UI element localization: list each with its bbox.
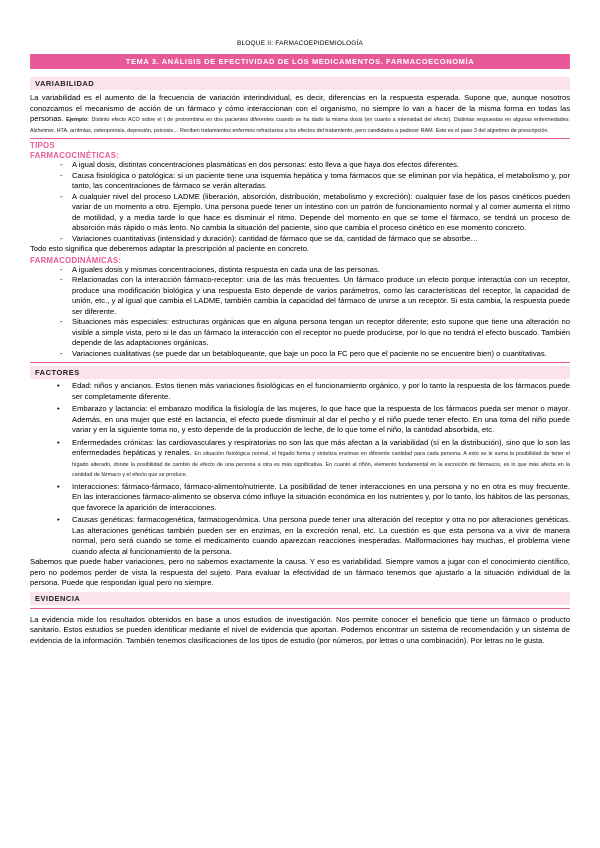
section-divider xyxy=(30,608,570,609)
list-item: - Relacionadas con la interacción fármaco-receptor: una de las más frecuentes. Un fármaco produce un efecto porque interactúa con un receptor, produce una modificación biológica y una respuesta Esto depende de varios parámetros, como las características del receptor, la capacidad de unión, etc., y al igual que cambia el LADME, también cambia la capacidad del fármaco de unirse a un receptor. Si esta cambia, la respuesta puede ser diferente. xyxy=(30,275,570,317)
farmacocineticas-closing: Todo esto significa que deberemos adaptar la prescripción al paciente en concreto. xyxy=(30,244,310,253)
variabilidad-main: La variabilidad es el aumento de la frecuencia de variación interindividual, es decir, diferencias en la respuesta esperada. Supone que, aunque nosotros conozcamos el mecanismo de acción de un fármaco y cómo interaccionan con el organismo, no siempre lo van a hacer de la misma forma en todas las personas. xyxy=(30,93,570,123)
section-heading-variabilidad: VARIABILIDAD xyxy=(30,77,570,90)
bloque-header: BLOQUE II: FARMACOEPIDEMIOLOGÍA xyxy=(236,40,364,47)
factor-item xyxy=(30,438,570,480)
evidencia-text: La evidencia mide los resultados obtenidos en base a unos estudios de investigación. Nos permite conocer el beneficio que tiene un fármaco o producto sanitario. Estos estudios se pueden identificar mediante el nivel de evidencia que aportan. Podemos encontrar un sistema de recomendación y un sistema de evidencia de la información. También tenemos clasificaciones de los tipos de estudio (por números, por letras o una combinación). Por letras no le gusta. xyxy=(30,614,570,645)
factor-item xyxy=(30,404,570,436)
list-item: - Variaciones cuantitativas (intensidad y duración): cantidad de fármaco que se da, cantidad de fármaco que se absorbe… xyxy=(30,234,570,245)
list-item: - A iguales dosis y mismas concentraciones, distinta respuesta en cada una de las personas. xyxy=(30,265,570,276)
list-item: - Situaciones más especiales: estructuras orgánicas que en alguna persona tengan un receptor diferente; esto supone que tiene una alteración no visible a simple vista, pero si le das un fármaco la interacción con el receptor no puede producirse, por lo que no tendrá el efecto buscado. También depende de las adaptaciones orgánicas. xyxy=(30,317,570,349)
factor-item xyxy=(30,482,570,514)
factor-text: Enfermedades crónicas: las cardiovasculares y respiratorias no son las que más afectan a la variabilidad (sí en la distribución), sino que lo son las enfermedades hepáticas y renales. xyxy=(72,437,570,457)
factor-text: Causas genéticas: farmacogenética, farmacogenómica. Una persona puede tener una alteración del receptor y otra no por alteraciones genéticas. Las alteraciones genéticas también pueden ser en enzimas, en la excreción renal, etc. La cuestión es que esta persona va a vivir de manera normal, pero será cuando se tome el medicamento cuando aparezcan reacciones inesperadas. Malformaciones hay muchas, el problema viene cuando afecta al funcionamiento de la persona. xyxy=(72,515,570,556)
section-heading-factores: FACTORES xyxy=(30,366,570,379)
list-item: - A cualquier nivel del proceso LADME (liberación, absorción, distribución, metabolismo y excreción): cualquier fase de los pasos cinéticos pueden variar de un momento a otro. Ejemplo. Una persona puede tener un intestino con un patrón de funcionamiento normal y al comer aumenta el ritmo de motilidad, y a media tarde lo que hace es disminuir el ritmo. Depende del momento en que se tome el fármaco, se tendrá un proceso de absorción más rápido o más lento. No cambia la situación del paciente, sino que cambia el proceso cinético en ese momento concreto. xyxy=(30,192,570,234)
list-item: - Causa fisiológica o patológica: si un paciente tiene una isquemia hepática y toma fármacos que se eliminan por vía hepática, el metabolismo y, por tanto, las concentraciones de fármaco se verán alteradas. xyxy=(30,171,570,192)
list-item: - Variaciones cualitativas (se puede dar un betabloqueante, que baje un poco la FC pero que el paciente no se encuentre bien) o cuantitativas. xyxy=(30,349,570,360)
list-item: - A igual dosis, distintas concentraciones plasmáticas en dos personas: esto lleva a que haya dos efectos diferentes. xyxy=(30,160,570,171)
variabilidad-text xyxy=(30,93,570,135)
factores-list xyxy=(30,381,570,557)
farmacocineticas-list xyxy=(30,160,570,244)
ejemplo-label: Ejemplo: xyxy=(66,117,89,123)
factores-closing: Sabemos que puede haber variaciones, pero no sabemos exactamente la causa. Y eso es variabilidad. Siempre vamos a jugar con el conocimiento científico, pero no podemos perder de vista la respuesta del sujeto. Para evaluar la efectividad de un fármaco tenemos que ajustarlo a la situación individual de la persona. Puede que respondan igual pero no siempre. xyxy=(30,557,570,587)
tema-banner: TEMA 3. ANÁLISIS DE EFECTIVIDAD DE LOS MEDICAMENTOS. FARMACOECONOMÍA xyxy=(30,54,570,69)
farmacodinamicas-list xyxy=(30,265,570,360)
factor-item xyxy=(30,515,570,557)
section-heading-evidencia: EVIDENCIA xyxy=(30,592,570,605)
factor-text: Embarazo y lactancia: el embarazo modifica la fisiología de las mujeres, lo que hace que la respuesta de los fármacos pueda ser menor o mayor. Además, en una mujer que esté en lactancia, el efecto puede disminuir al dar el pecho y el niño puede tener efecto. En una toma del niño puede variar y en la siguiente toma no, y esto depende de la producción de leche, de lo que tome el niño, la cantidad absorbida, etc. xyxy=(72,404,570,434)
factor-item xyxy=(30,381,570,402)
section-heading-tipos: TIPOS xyxy=(30,141,55,150)
factor-text: Interacciones: fármaco-fármaco, fármaco-alimento/nutriente. La posibilidad de tener interacciones en una persona y no en otra es muy frecuente. En las interacciones fármaco-alimento se observa cómo influye la situación económica en los nutrientes y, por lo tanto, los hábitos de las personas, que favorece la aparición de interacciones. xyxy=(72,481,570,512)
variabilidad-block xyxy=(30,93,570,135)
section-divider xyxy=(30,138,570,139)
subheading-farmacodinamicas: FARMACODINÁMICAS: xyxy=(30,255,122,265)
factor-text: Edad: niños y ancianos. Estos tienen más variaciones fisiológicas en el funcionamiento orgánico, y por lo tanto la respuesta de los fármacos puede ser completamente diferente. xyxy=(72,381,570,401)
section-divider xyxy=(30,362,570,363)
factor-note: En situación fisiológica normal, el hígado forma y sintetiza enzimas en diferente cantidad para cada persona. A esto se le suma la posibilidad de tener el hígado alterado, donde la posibilidad de cambio de efecto de una persona a otra es más significativa. En cuanto al riñón, elemento fundamental en la excreción de fármacos, es lo que más afecta en la cantidad de fármaco y el efecto que se produce. xyxy=(72,451,570,478)
document-page xyxy=(30,0,570,646)
ejemplo-text: Distinto efecto ACO sobre el t de protrombina en dos pacientes diferentes cuando se ha dado la misma dosis (en cuanto a intensidad del efecto). Distintas respuestas en algunas enfermedades: Alzheimer, HTA, arritmias, osteoporosis, depresión, psicosis… Reciben tratamientos enfermos refractarios a los efectos del tratamiento, pero candidatos a padecer RAM. Este es el paso 3 del algoritmo de prescripción. xyxy=(30,117,570,134)
subheading-farmacocineticas: FARMACOCINÉTICAS: xyxy=(30,151,120,160)
